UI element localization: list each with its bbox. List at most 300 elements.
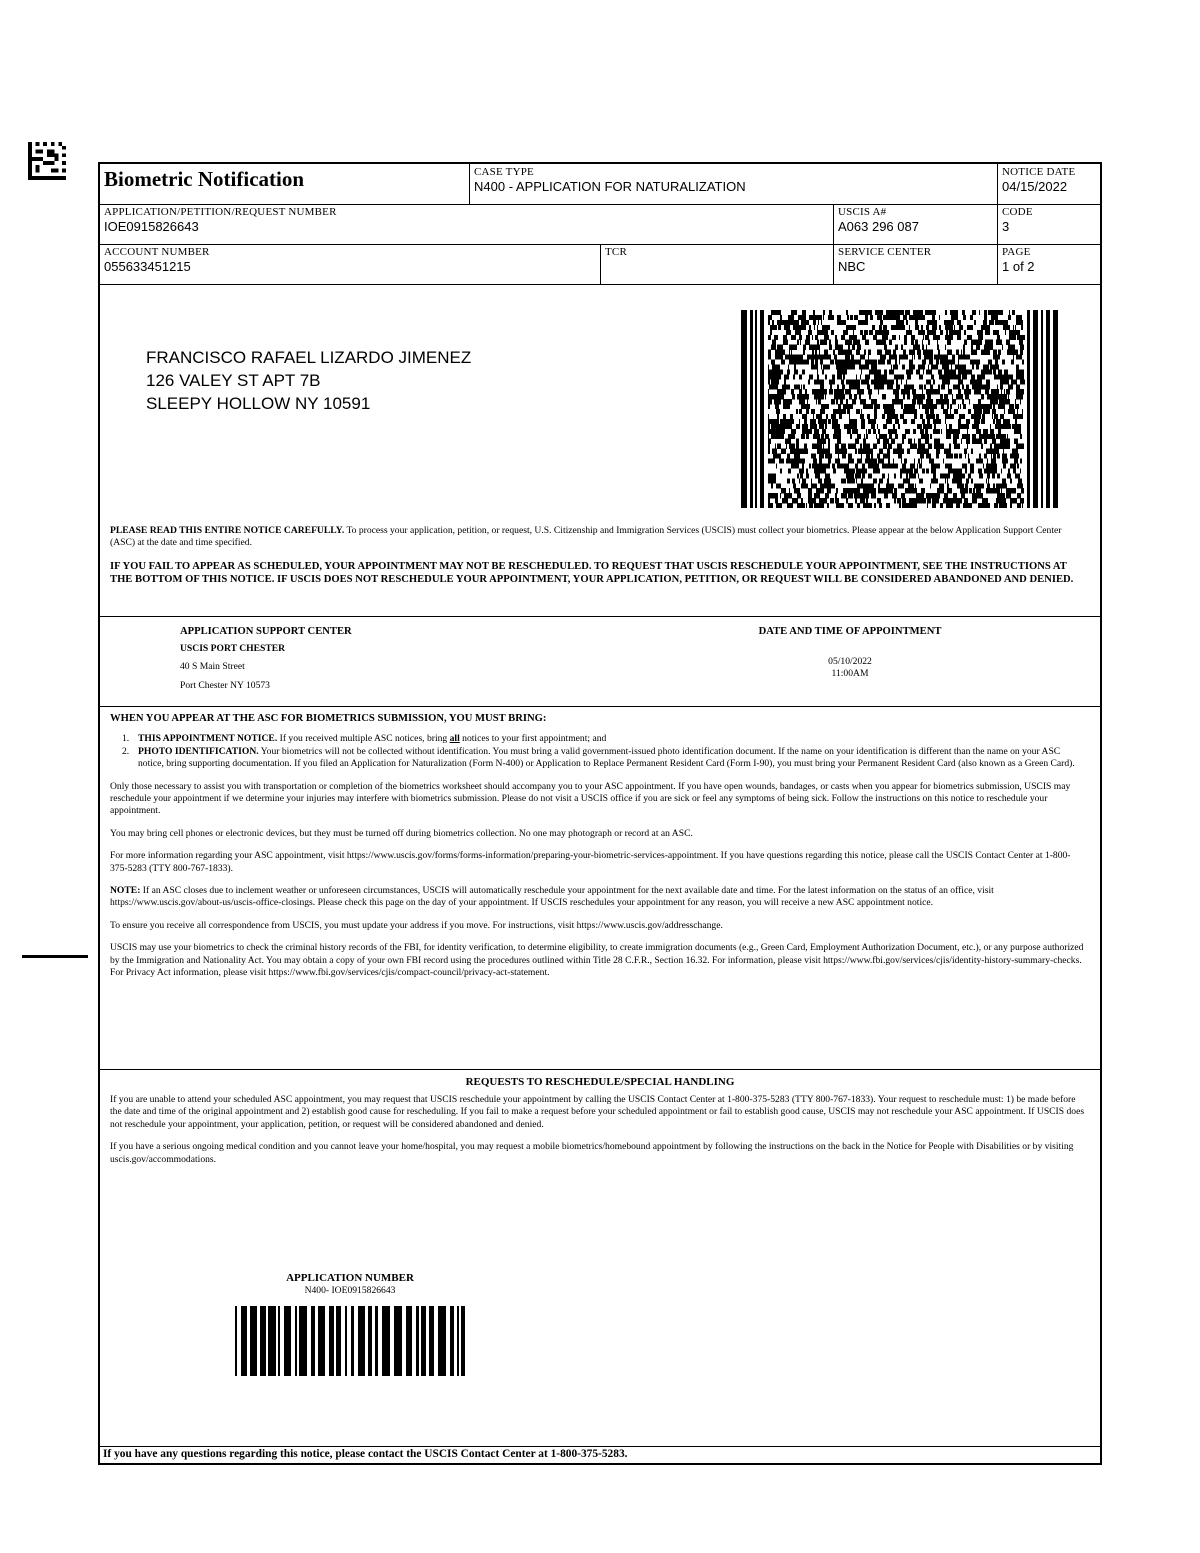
- barcode-module: [958, 374, 961, 379]
- barcode-module: [898, 424, 900, 429]
- barcode-module: [918, 498, 922, 503]
- barcode-module: [975, 384, 976, 389]
- barcode-module: [874, 414, 876, 419]
- barcode-module: [825, 325, 826, 330]
- barcode-module: [817, 503, 821, 508]
- barcode-module: [878, 429, 880, 434]
- barcode-module: [787, 478, 789, 483]
- barcode-module: [935, 473, 936, 478]
- barcode-module: [963, 488, 964, 493]
- barcode-module: [791, 463, 794, 468]
- barcode-module: [827, 463, 830, 468]
- barcode-module: [1018, 478, 1019, 483]
- barcode-module: [1017, 449, 1018, 454]
- barcode-module: [949, 350, 950, 355]
- barcode-module: [942, 379, 944, 384]
- barcode-module: [834, 379, 835, 384]
- barcode-module: [1003, 419, 1007, 424]
- barcode-module: [848, 360, 852, 365]
- barcode-bar: [457, 1306, 459, 1376]
- barcode-module: [1001, 468, 1002, 473]
- barcode-module: [912, 355, 913, 360]
- barcode-module: [776, 404, 777, 409]
- barcode-module: [774, 335, 778, 340]
- barcode-module: [849, 394, 852, 399]
- barcode-module: [922, 488, 923, 493]
- barcode-module: [992, 473, 995, 478]
- barcode-module: [796, 444, 798, 449]
- barcode-module: [860, 414, 864, 419]
- barcode-module: [959, 394, 963, 399]
- barcode-module: [848, 468, 852, 473]
- barcode-module: [877, 350, 881, 355]
- barcode-module: [1016, 389, 1020, 394]
- barcode-module: [1002, 459, 1004, 464]
- barcode-module: [903, 478, 906, 483]
- barcode-module: [867, 414, 870, 419]
- barcode-module: [768, 503, 769, 508]
- barcode-module: [813, 459, 817, 464]
- barcode-module: [933, 429, 936, 434]
- barcode-module: [834, 350, 835, 355]
- barcode-module: [893, 350, 896, 355]
- barcode-module: [1016, 330, 1020, 335]
- barcode-module: [968, 409, 971, 414]
- appointment-time: 11:00AM: [831, 668, 869, 680]
- barcode-module: [846, 488, 850, 493]
- barcode-module: [833, 483, 835, 488]
- barcode-module: [993, 483, 995, 488]
- barcode-module: [1006, 424, 1007, 429]
- barcode-module: [875, 463, 876, 468]
- barcode-module: [904, 459, 907, 464]
- barcode-module: [771, 360, 772, 365]
- barcode-module: [802, 369, 805, 374]
- barcode-module: [802, 310, 806, 315]
- barcode-module: [850, 488, 854, 493]
- side-fold-mark: [22, 955, 88, 958]
- barcode-module: [904, 364, 905, 369]
- barcode-module: [984, 404, 988, 409]
- barcode-module: [998, 394, 1001, 399]
- barcode-module: [900, 414, 901, 419]
- barcode-module: [787, 503, 791, 508]
- barcode-module: [901, 379, 902, 384]
- barcode-module: [1022, 369, 1024, 374]
- barcode-module: [907, 449, 910, 454]
- barcode-module: [816, 503, 817, 508]
- barcode-module: [865, 360, 867, 365]
- barcode-module: [1010, 374, 1013, 379]
- barcode-module: [975, 439, 978, 444]
- barcode-module: [906, 468, 910, 473]
- bring-item-text: Your biometrics will not be collected without identification. You must bring a valid government-issued photo identification document. If the name on your identification is different than the name on your ASC notice, bring supporting documentation. If you filed an Application for Naturalization (Form N-400) or Application to Replace Permanent Resident Card (Form I-90), you must bring your Permanent Resident Card (also known as a Green Card).: [138, 745, 1075, 770]
- barcode-module: [971, 340, 973, 345]
- barcode-module: [886, 483, 890, 488]
- barcode-module: [963, 503, 967, 508]
- barcode-module: [925, 449, 929, 454]
- barcode-module: [794, 429, 796, 434]
- barcode-module: [925, 350, 928, 355]
- barcode-module: [788, 459, 792, 464]
- barcode-module: [842, 409, 846, 414]
- barcode-module: [904, 355, 906, 360]
- barcode-module: [904, 340, 905, 345]
- barcode-module: [961, 493, 965, 498]
- barcode-module: [1022, 360, 1024, 365]
- barcode-module: [991, 310, 993, 315]
- bring-heading: WHEN YOU APPEAR AT THE ASC FOR BIOMETRICS SUBMISSION, YOU MUST BRING:: [110, 713, 547, 724]
- barcode-module: [808, 473, 809, 478]
- barcode-module: [812, 498, 815, 503]
- barcode-module: [914, 414, 917, 419]
- barcode-module: [946, 503, 949, 508]
- barcode-module: [790, 424, 792, 429]
- barcode-module: [940, 473, 944, 478]
- barcode-module: [891, 325, 895, 330]
- barcode-module: [909, 360, 912, 365]
- application-number-barcode: [235, 1306, 467, 1376]
- reschedule-paragraph: If you are unable to attend your scheduled ASC appointment, you may request that USCIS reschedule your appointment by calling the USCIS Contact Center at 1-800-375-5283 (TTY 800-767-1833). Your request to reschedule must: 1) be made before the date and time of the original appointment and 2) establish good cause for rescheduling. If you fail to make a request before your scheduled appointment or fail to establish good cause, USCIS may not reschedule your ASC appointment. If USCIS does not reschedule your appointment, your application, petition, or request will be considered abandoned and denied.: [110, 1094, 1085, 1130]
- barcode-module: [841, 478, 845, 483]
- barcode-module: [892, 355, 893, 360]
- barcode-module: [948, 320, 949, 325]
- case-type-cell: [469, 164, 997, 204]
- barcode-module: [817, 340, 818, 345]
- barcode-module: [898, 399, 900, 404]
- barcode-module: [872, 463, 875, 468]
- barcode-module: [807, 434, 809, 439]
- barcode-module: [781, 434, 784, 439]
- barcode-module: [823, 454, 824, 459]
- barcode-module: [821, 404, 824, 409]
- barcode-module: [792, 394, 795, 399]
- barcode-module: [957, 335, 961, 340]
- barcode-module: [798, 315, 801, 320]
- barcode-module: [884, 493, 887, 498]
- barcode-module: [815, 473, 817, 478]
- barcode-module: [891, 409, 895, 414]
- barcode-module: [1021, 414, 1023, 419]
- barcode-module: [946, 360, 948, 365]
- barcode-module: [1005, 454, 1007, 459]
- barcode-module: [910, 384, 911, 389]
- barcode-module: [807, 399, 808, 404]
- barcode-module: [957, 374, 958, 379]
- barcode-module: [788, 493, 789, 498]
- barcode-module: [885, 345, 887, 350]
- barcode-module: [987, 434, 991, 439]
- barcode-module: [995, 454, 996, 459]
- barcode-module: [816, 493, 818, 498]
- barcode-module: [867, 488, 870, 493]
- barcode-module: [810, 419, 811, 424]
- asc-name: USCIS PORT CHESTER: [180, 643, 286, 654]
- barcode-module: [861, 389, 864, 394]
- barcode-module: [874, 404, 877, 409]
- barcode-module: [794, 459, 797, 464]
- barcode-module: [1021, 488, 1022, 493]
- barcode-module: [774, 454, 776, 459]
- barcode-module: [895, 414, 896, 419]
- barcode-module: [977, 345, 980, 350]
- barcode-module: [883, 439, 885, 444]
- barcode-module: [821, 394, 824, 399]
- barcode-module: [794, 364, 796, 369]
- barcode-module: [799, 335, 800, 340]
- barcode-module: [974, 379, 976, 384]
- barcode-module: [994, 414, 998, 419]
- phones-paragraph: You may bring cell phones or electronic devices, but they must be turned off during biometrics collection. No one may photograph or record at an ASC.: [110, 827, 693, 839]
- barcode-module: [926, 454, 927, 459]
- barcode-module: [879, 360, 882, 365]
- barcode-module: [814, 503, 816, 508]
- barcode-module: [788, 434, 792, 439]
- barcode-module: [869, 369, 872, 374]
- barcode-module: [866, 454, 870, 459]
- barcode-module: [972, 493, 973, 498]
- barcode-module: [953, 429, 957, 434]
- barcode-module: [774, 449, 775, 454]
- barcode-module: [886, 315, 888, 320]
- barcode-module: [798, 330, 800, 335]
- barcode-module: [957, 498, 960, 503]
- barcode-module: [825, 434, 829, 439]
- barcode-module: [912, 389, 914, 394]
- barcode-module: [869, 330, 873, 335]
- barcode-module: [886, 379, 887, 384]
- barcode-module: [1020, 369, 1022, 374]
- barcode-module: [1010, 463, 1012, 468]
- barcode-module: [878, 340, 882, 345]
- barcode-module: [1013, 488, 1016, 493]
- barcode-module: [821, 444, 822, 449]
- barcode-module: [986, 350, 990, 355]
- barcode-module: [789, 330, 791, 335]
- barcode-module: [836, 419, 838, 424]
- barcode-module: [1005, 439, 1007, 444]
- barcode-module: [794, 369, 797, 374]
- barcode-module: [794, 384, 798, 389]
- barcode-module: [1012, 379, 1015, 384]
- barcode-module: [981, 325, 984, 330]
- barcode-module: [929, 459, 932, 464]
- note-body: If an ASC closes due to inclement weather or unforeseen circumstances, USCIS will automatically reschedule your appointment for the next available date and time. For the latest information on the status of an office, visit https://www.uscis.gov/about-us/uscis-office-closings. Please check this page on the day of your appointment. If USCIS reschedules your appointment for any reason, you will receive a new ASC appointment notice.: [110, 885, 994, 909]
- barcode-module: [940, 488, 944, 493]
- barcode-module: [800, 340, 801, 345]
- barcode-bar: [368, 1306, 372, 1376]
- barcode-module: [887, 379, 890, 384]
- barcode-module: [847, 360, 848, 365]
- barcode-module: [966, 434, 970, 439]
- barcode-module: [861, 369, 862, 374]
- barcode-start-bar: [760, 310, 764, 508]
- barcode-module: [841, 369, 843, 374]
- barcode-module: [865, 379, 869, 384]
- barcode-module: [820, 355, 821, 360]
- barcode-module: [947, 478, 948, 483]
- barcode-module: [901, 320, 903, 325]
- barcode-module: [875, 419, 876, 424]
- barcode-module: [867, 444, 870, 449]
- barcode-module: [951, 364, 952, 369]
- barcode-module: [958, 424, 962, 429]
- barcode-module: [813, 419, 816, 424]
- barcode-module: [995, 364, 999, 369]
- barcode-module: [792, 335, 796, 340]
- barcode-module: [835, 360, 837, 365]
- barcode-module: [970, 468, 972, 473]
- barcode-module: [856, 315, 858, 320]
- barcode-module: [991, 389, 995, 394]
- barcode-module: [880, 320, 883, 325]
- barcode-module: [935, 330, 936, 335]
- barcode-bar: [461, 1306, 465, 1376]
- barcode-module: [965, 468, 966, 473]
- barcode-module: [877, 369, 881, 374]
- barcode-module: [905, 488, 908, 493]
- barcode-module: [959, 429, 960, 434]
- barcode-module: [966, 498, 968, 503]
- barcode-module: [1012, 449, 1014, 454]
- barcode-module: [894, 374, 896, 379]
- barcode-module: [950, 503, 953, 508]
- barcode-module: [887, 384, 891, 389]
- barcode-module: [922, 340, 923, 345]
- barcode-module: [902, 414, 904, 419]
- barcode-module: [780, 355, 783, 360]
- barcode-module: [990, 399, 992, 404]
- barcode-module: [949, 320, 951, 325]
- barcode-module: [843, 320, 846, 325]
- barcode-module: [978, 330, 979, 335]
- barcode-module: [995, 310, 997, 315]
- barcode-module: [987, 473, 990, 478]
- barcode-module: [993, 364, 995, 369]
- barcode-module: [922, 360, 926, 365]
- barcode-module: [904, 404, 907, 409]
- barcode-module: [792, 355, 796, 360]
- barcode-module: [1010, 498, 1012, 503]
- barcode-module: [861, 419, 865, 424]
- barcode-module: [788, 468, 791, 473]
- barcode-module: [813, 414, 814, 419]
- barcode-module: [803, 350, 805, 355]
- barcode-module: [957, 330, 960, 335]
- application-number-label: APPLICATION NUMBER: [286, 1272, 414, 1284]
- barcode-module: [980, 483, 984, 488]
- barcode-module: [1020, 399, 1021, 404]
- barcode-module: [993, 369, 996, 374]
- barcode-module: [790, 449, 794, 454]
- barcode-module: [863, 444, 867, 449]
- barcode-module: [880, 459, 884, 464]
- barcode-module: [797, 459, 801, 464]
- barcode-module: [924, 355, 928, 360]
- barcode-module: [993, 459, 996, 464]
- barcode-module: [1015, 454, 1019, 459]
- barcode-module: [1016, 369, 1020, 374]
- barcode-module: [775, 404, 776, 409]
- barcode-module: [882, 463, 885, 468]
- barcode-module: [879, 503, 882, 508]
- barcode-module: [928, 364, 929, 369]
- barcode-module: [984, 364, 987, 369]
- barcode-module: [859, 310, 863, 315]
- barcode-module: [899, 335, 900, 340]
- barcode-module: [956, 498, 957, 503]
- barcode-module: [777, 444, 781, 449]
- barcode-module: [903, 394, 904, 399]
- barcode-module: [839, 345, 843, 350]
- barcode-module: [984, 468, 987, 473]
- barcode-module: [878, 384, 882, 389]
- barcode-module: [836, 424, 839, 429]
- barcode-start-bar: [755, 310, 757, 508]
- barcode-bar: [345, 1306, 347, 1376]
- barcode-module: [860, 355, 864, 360]
- barcode-module: [986, 434, 987, 439]
- barcode-module: [917, 449, 921, 454]
- barcode-module: [952, 325, 953, 330]
- barcode-module: [987, 449, 991, 454]
- barcode-module: [823, 310, 825, 315]
- barcode-module: [896, 320, 898, 325]
- application-number-value: N400- IOE0915826643: [304, 1285, 396, 1296]
- barcode-module: [917, 463, 918, 468]
- barcode-module: [891, 340, 892, 345]
- barcode-module: [969, 459, 970, 464]
- barcode-module: [848, 503, 850, 508]
- barcode-module: [786, 325, 790, 330]
- barcode-module: [885, 439, 889, 444]
- barcode-module: [921, 449, 925, 454]
- barcode-module: [993, 454, 995, 459]
- barcode-module: [979, 459, 981, 464]
- barcode-module: [816, 394, 817, 399]
- barcode-module: [981, 374, 985, 379]
- barcode-module: [835, 459, 836, 464]
- barcode-module: [777, 409, 780, 414]
- barcode-module: [991, 315, 992, 320]
- barcode-module: [772, 419, 775, 424]
- barcode-module: [822, 483, 825, 488]
- barcode-module: [840, 409, 842, 414]
- barcode-module: [909, 409, 913, 414]
- barcode-module: [860, 374, 861, 379]
- barcode-module: [986, 463, 988, 468]
- barcode-module: [1011, 409, 1015, 414]
- case-type-value: N400 - APPLICATION FOR NATURALIZATION: [474, 179, 746, 194]
- barcode-module: [984, 454, 985, 459]
- barcode-module: [1007, 399, 1010, 404]
- barcode-module: [1019, 478, 1020, 483]
- barcode-module: [1003, 444, 1007, 449]
- read-notice-body: To process your application, petition, or request, U.S. Citizenship and Immigration Services (USCIS) must collect your biometrics. Please appear at the below Application Support Center (ASC) at the date and time specified.: [110, 525, 1062, 549]
- barcode-module: [878, 360, 879, 365]
- barcode-module: [989, 394, 993, 399]
- barcode-module: [986, 488, 990, 493]
- barcode-module: [788, 419, 790, 424]
- barcode-module: [944, 369, 947, 374]
- barcode-module: [994, 374, 997, 379]
- barcode-module: [970, 463, 974, 468]
- barcode-module: [955, 434, 959, 439]
- barcode-module: [1018, 424, 1019, 429]
- barcode-module: [892, 399, 894, 404]
- barcode-module: [915, 340, 918, 345]
- barcode-module: [902, 463, 906, 468]
